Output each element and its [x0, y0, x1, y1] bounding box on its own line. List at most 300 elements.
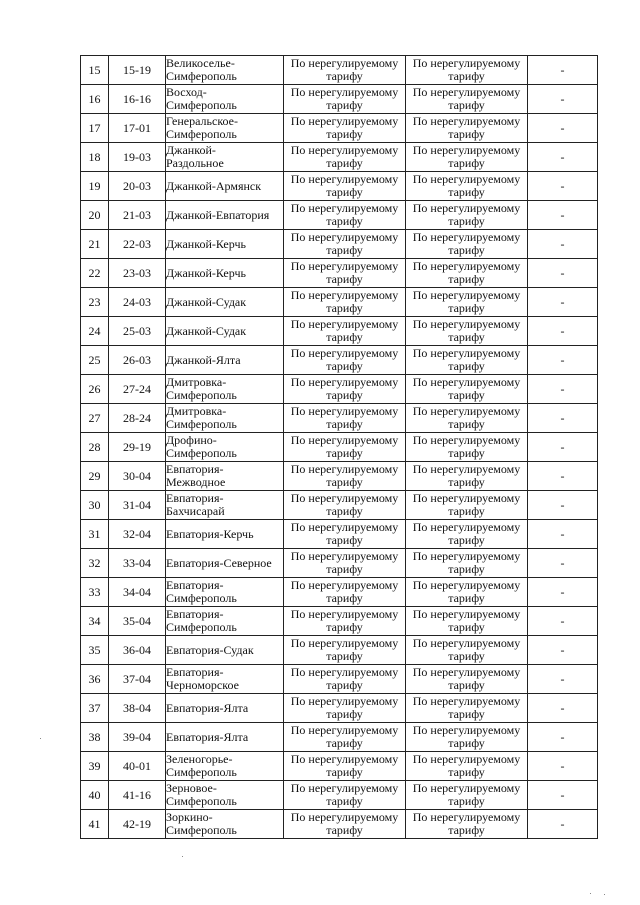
tariff-line-2: тарифу: [326, 591, 363, 605]
route-name: [166, 607, 284, 636]
scan-speck: [182, 856, 183, 857]
tariff-line-1: По нерегулируемому: [412, 114, 521, 128]
route-code: 33-04: [109, 549, 166, 578]
tariff-line-1: По нерегулируемому: [290, 694, 399, 708]
empty-mark: -: [528, 143, 598, 172]
tariff-line-2: тарифу: [448, 388, 485, 402]
tariff-cell-1: [284, 491, 406, 520]
tariff-line-2: тарифу: [448, 330, 485, 344]
row-number: 27: [81, 404, 109, 433]
tariff-line-2: тарифу: [448, 591, 485, 605]
route-name-line: Зоркино-: [166, 810, 213, 824]
tariff-line-1: По нерегулируемому: [412, 607, 521, 621]
tariff-line-2: тарифу: [326, 330, 363, 344]
tariff-line-1: По нерегулируемому: [290, 578, 399, 592]
tariff-line-2: тарифу: [326, 533, 363, 547]
tariff-cell-2: [406, 114, 528, 143]
tariff-line-2: тарифу: [448, 127, 485, 141]
tariff-cell-2: [406, 433, 528, 462]
row-number: 26: [81, 375, 109, 404]
tariff-cell-1: [284, 636, 406, 665]
tariff-line-1: По нерегулируемому: [412, 201, 521, 215]
table-row: [81, 259, 598, 288]
route-code: 30-04: [109, 462, 166, 491]
tariff-cell-1: [284, 694, 406, 723]
tariff-cell-1: [284, 114, 406, 143]
route-name-line: Джанкой-Керчь: [166, 236, 246, 251]
tariff-line-1: По нерегулируемому: [290, 781, 399, 795]
tariff-line-1: По нерегулируемому: [412, 375, 521, 389]
tariff-line-2: тарифу: [326, 69, 363, 83]
tariff-line-1: По нерегулируемому: [290, 404, 399, 418]
route-name-line: Евпатория-Судак: [166, 642, 254, 657]
row-number: 17: [81, 114, 109, 143]
route-name: [166, 404, 284, 433]
tariff-line-2: тарифу: [448, 69, 485, 83]
route-name: [166, 752, 284, 781]
table-row: [81, 375, 598, 404]
tariff-cell-2: [406, 201, 528, 230]
tariff-line-1: По нерегулируемому: [412, 230, 521, 244]
scan-speck: [590, 893, 591, 894]
row-number: 29: [81, 462, 109, 491]
route-name-line: Симферополь: [166, 69, 237, 83]
route-code: 29-19: [109, 433, 166, 462]
tariff-line-1: По нерегулируемому: [412, 810, 521, 824]
tariff-line-2: тарифу: [326, 243, 363, 257]
row-number: 41: [81, 810, 109, 839]
empty-mark: -: [528, 288, 598, 317]
route-name-line: Евпатория-Ялта: [166, 700, 249, 715]
tariff-cell-2: [406, 375, 528, 404]
empty-mark: -: [528, 317, 598, 346]
route-code: 38-04: [109, 694, 166, 723]
row-number: 19: [81, 172, 109, 201]
tariff-line-2: тарифу: [448, 707, 485, 721]
tariff-line-1: По нерегулируемому: [412, 694, 521, 708]
tariff-cell-1: [284, 781, 406, 810]
tariff-cell-1: [284, 404, 406, 433]
route-name-line: Симферополь: [166, 388, 237, 402]
tariff-cell-1: [284, 433, 406, 462]
tariff-line-2: тарифу: [326, 620, 363, 634]
empty-mark: -: [528, 346, 598, 375]
route-name-line: Симферополь: [166, 127, 237, 141]
route-name-line: Джанкой-Судак: [166, 323, 247, 338]
route-name: [166, 317, 284, 346]
tariff-line-1: По нерегулируемому: [412, 317, 521, 331]
row-number: 36: [81, 665, 109, 694]
tariff-line-1: По нерегулируемому: [290, 201, 399, 215]
tariff-line-1: По нерегулируемому: [412, 404, 521, 418]
tariff-cell-1: [284, 85, 406, 114]
tariff-line-2: тарифу: [448, 359, 485, 373]
tariff-line-2: тарифу: [326, 562, 363, 576]
tariff-line-2: тарифу: [326, 678, 363, 692]
route-name-line: Межводное: [166, 475, 226, 489]
tariff-cell-1: [284, 810, 406, 839]
row-number: 39: [81, 752, 109, 781]
tariff-line-1: По нерегулируемому: [412, 346, 521, 360]
table-row: [81, 752, 598, 781]
tariff-cell-2: [406, 230, 528, 259]
tariff-line-2: тарифу: [326, 446, 363, 460]
route-name-line: Джанкой-Евпатория: [166, 207, 270, 222]
tariff-line-1: По нерегулируемому: [290, 85, 399, 99]
route-name-line: Симферополь: [166, 98, 237, 112]
row-number: 32: [81, 549, 109, 578]
tariff-cell-1: [284, 288, 406, 317]
route-name: [166, 288, 284, 317]
route-name: [166, 346, 284, 375]
tariff-line-1: По нерегулируемому: [290, 259, 399, 273]
tariff-line-2: тарифу: [326, 156, 363, 170]
route-name-line: Симферополь: [166, 794, 237, 808]
tariff-line-2: тарифу: [448, 823, 485, 837]
table-row: [81, 201, 598, 230]
tariff-cell-2: [406, 317, 528, 346]
table-row: [81, 578, 598, 607]
tariff-line-2: тарифу: [326, 214, 363, 228]
row-number: 15: [81, 56, 109, 85]
tariff-cell-2: [406, 172, 528, 201]
tariff-line-1: По нерегулируемому: [290, 810, 399, 824]
tariff-line-1: По нерегулируемому: [412, 781, 521, 795]
empty-mark: -: [528, 636, 598, 665]
tariff-line-1: По нерегулируемому: [290, 752, 399, 766]
tariff-line-2: тарифу: [448, 446, 485, 460]
table-row: [81, 665, 598, 694]
route-name: [166, 56, 284, 85]
table-row: [81, 172, 598, 201]
tariff-line-1: По нерегулируемому: [290, 723, 399, 737]
tariff-cell-1: [284, 172, 406, 201]
table-row: [81, 520, 598, 549]
tariff-cell-2: [406, 723, 528, 752]
route-name-line: Евпатория-: [166, 462, 224, 476]
route-name: [166, 114, 284, 143]
route-name: [166, 723, 284, 752]
row-number: 38: [81, 723, 109, 752]
tariff-line-2: тарифу: [448, 475, 485, 489]
tariff-line-2: тарифу: [326, 823, 363, 837]
row-number: 18: [81, 143, 109, 172]
route-name: [166, 259, 284, 288]
table-row: [81, 781, 598, 810]
tariff-line-1: По нерегулируемому: [290, 462, 399, 476]
tariff-line-2: тарифу: [448, 736, 485, 750]
tariff-line-1: По нерегулируемому: [412, 259, 521, 273]
tariff-line-2: тарифу: [326, 475, 363, 489]
tariff-line-1: По нерегулируемому: [290, 549, 399, 563]
tariff-cell-2: [406, 607, 528, 636]
tariff-line-2: тарифу: [326, 765, 363, 779]
tariff-line-1: По нерегулируемому: [290, 143, 399, 157]
row-number: 28: [81, 433, 109, 462]
route-name-line: Симферополь: [166, 417, 237, 431]
route-code: 17-01: [109, 114, 166, 143]
route-name-line: Джанкой-Армянск: [166, 178, 262, 193]
tariff-line-1: По нерегулируемому: [412, 578, 521, 592]
table-row: [81, 143, 598, 172]
tariff-cell-2: [406, 520, 528, 549]
empty-mark: -: [528, 810, 598, 839]
tariff-cell-1: [284, 259, 406, 288]
empty-mark: -: [528, 752, 598, 781]
tariff-line-2: тарифу: [326, 736, 363, 750]
tariff-cell-2: [406, 491, 528, 520]
tariff-line-1: По нерегулируемому: [412, 665, 521, 679]
table-row: [81, 433, 598, 462]
row-number: 37: [81, 694, 109, 723]
tariff-cell-1: [284, 230, 406, 259]
tariff-line-1: По нерегулируемому: [412, 549, 521, 563]
table-row: [81, 56, 598, 85]
route-code: 40-01: [109, 752, 166, 781]
empty-mark: -: [528, 56, 598, 85]
row-number: 30: [81, 491, 109, 520]
tariff-line-1: По нерегулируемому: [412, 288, 521, 302]
tariff-line-1: По нерегулируемому: [290, 56, 399, 70]
empty-mark: -: [528, 259, 598, 288]
route-code: 42-19: [109, 810, 166, 839]
tariff-line-2: тарифу: [326, 794, 363, 808]
tariff-line-2: тарифу: [448, 533, 485, 547]
empty-mark: -: [528, 375, 598, 404]
table-row: [81, 85, 598, 114]
empty-mark: -: [528, 201, 598, 230]
tariff-cell-2: [406, 462, 528, 491]
route-name-line: Генеральское-: [166, 114, 239, 128]
scan-speck: [40, 738, 41, 739]
tariff-line-2: тарифу: [326, 388, 363, 402]
route-name-line: Черноморское: [166, 678, 239, 692]
table-row: [81, 288, 598, 317]
tariff-cell-2: [406, 665, 528, 694]
route-code: 35-04: [109, 607, 166, 636]
route-name: [166, 520, 284, 549]
route-code: 24-03: [109, 288, 166, 317]
scan-speck: [604, 894, 605, 895]
route-name-line: Симферополь: [166, 765, 237, 779]
tariff-cell-2: [406, 694, 528, 723]
tariff-cell-1: [284, 317, 406, 346]
tariff-line-1: По нерегулируемому: [412, 433, 521, 447]
route-name: [166, 694, 284, 723]
tariff-line-2: тарифу: [448, 156, 485, 170]
route-code: 31-04: [109, 491, 166, 520]
table-row: [81, 549, 598, 578]
route-name-line: Раздольное: [166, 156, 224, 170]
route-name-line: Дрофино-: [166, 433, 217, 447]
tariff-line-2: тарифу: [326, 359, 363, 373]
route-code: 34-04: [109, 578, 166, 607]
tariff-line-2: тарифу: [448, 243, 485, 257]
route-name-line: Бахчисарай: [166, 504, 225, 518]
route-name-line: Евпатория-: [166, 578, 224, 592]
row-number: 34: [81, 607, 109, 636]
table-row: [81, 230, 598, 259]
route-code: 36-04: [109, 636, 166, 665]
tariff-line-2: тарифу: [448, 562, 485, 576]
tariff-line-1: По нерегулируемому: [290, 491, 399, 505]
route-name-line: Зеленогорье-: [166, 752, 233, 766]
table-row: [81, 462, 598, 491]
table-row: [81, 346, 598, 375]
route-name-line: Евпатория-Ялта: [166, 729, 249, 744]
route-code: 27-24: [109, 375, 166, 404]
empty-mark: -: [528, 723, 598, 752]
tariff-cell-2: [406, 636, 528, 665]
tariff-line-1: По нерегулируемому: [290, 665, 399, 679]
row-number: 33: [81, 578, 109, 607]
empty-mark: -: [528, 520, 598, 549]
route-name-line: Симферополь: [166, 823, 237, 837]
tariff-line-1: По нерегулируемому: [412, 56, 521, 70]
tariff-line-1: По нерегулируемому: [412, 520, 521, 534]
tariff-line-1: По нерегулируемому: [290, 114, 399, 128]
empty-mark: -: [528, 491, 598, 520]
tariff-line-1: По нерегулируемому: [290, 375, 399, 389]
table-row: [81, 694, 598, 723]
tariff-line-1: По нерегулируемому: [290, 288, 399, 302]
empty-mark: -: [528, 172, 598, 201]
tariff-line-2: тарифу: [448, 765, 485, 779]
table-row: [81, 723, 598, 752]
row-number: 20: [81, 201, 109, 230]
route-code: 22-03: [109, 230, 166, 259]
empty-mark: -: [528, 462, 598, 491]
tariff-cell-1: [284, 520, 406, 549]
tariff-line-1: По нерегулируемому: [412, 143, 521, 157]
empty-mark: -: [528, 607, 598, 636]
tariff-line-1: По нерегулируемому: [290, 346, 399, 360]
route-name: [166, 433, 284, 462]
tariff-line-2: тарифу: [326, 649, 363, 663]
tariff-cell-1: [284, 201, 406, 230]
route-code: 25-03: [109, 317, 166, 346]
table-row: [81, 636, 598, 665]
tariff-line-2: тарифу: [448, 272, 485, 286]
tariff-line-2: тарифу: [448, 185, 485, 199]
route-name-line: Джанкой-Керчь: [166, 265, 246, 280]
route-name-line: Евпатория-: [166, 607, 224, 621]
tariff-cell-1: [284, 56, 406, 85]
tariff-line-1: По нерегулируемому: [290, 636, 399, 650]
tariff-cell-2: [406, 404, 528, 433]
route-code: 20-03: [109, 172, 166, 201]
empty-mark: -: [528, 694, 598, 723]
tariff-line-1: По нерегулируемому: [412, 85, 521, 99]
route-code: 28-24: [109, 404, 166, 433]
empty-mark: -: [528, 781, 598, 810]
row-number: 22: [81, 259, 109, 288]
route-name-line: Евпатория-: [166, 491, 224, 505]
row-number: 40: [81, 781, 109, 810]
tariff-line-2: тарифу: [448, 301, 485, 315]
table-row: [81, 404, 598, 433]
tariff-line-2: тарифу: [448, 98, 485, 112]
empty-mark: -: [528, 85, 598, 114]
tariff-cell-1: [284, 607, 406, 636]
route-code: 21-03: [109, 201, 166, 230]
row-number: 35: [81, 636, 109, 665]
route-name-line: Джанкой-Судак: [166, 294, 247, 309]
row-number: 31: [81, 520, 109, 549]
route-name-line: Джанкой-: [166, 143, 216, 157]
tariff-line-1: По нерегулируемому: [290, 433, 399, 447]
tariff-cell-2: [406, 346, 528, 375]
tariff-line-1: По нерегулируемому: [412, 172, 521, 186]
route-name: [166, 549, 284, 578]
route-code: 16-16: [109, 85, 166, 114]
route-code: 15-19: [109, 56, 166, 85]
tariff-cell-2: [406, 781, 528, 810]
tariff-line-1: По нерегулируемому: [412, 752, 521, 766]
route-code: 19-03: [109, 143, 166, 172]
route-code: 23-03: [109, 259, 166, 288]
route-code: 41-16: [109, 781, 166, 810]
routes-table: [80, 55, 598, 839]
tariff-line-1: По нерегулируемому: [412, 462, 521, 476]
tariff-cell-2: [406, 85, 528, 114]
row-number: 24: [81, 317, 109, 346]
tariff-line-1: По нерегулируемому: [412, 491, 521, 505]
empty-mark: -: [528, 665, 598, 694]
row-number: 16: [81, 85, 109, 114]
route-name-line: Евпатория-: [166, 665, 224, 679]
tariff-cell-2: [406, 56, 528, 85]
tariff-line-2: тарифу: [326, 504, 363, 518]
tariff-line-2: тарифу: [326, 127, 363, 141]
route-name-line: Евпатория-Северное: [166, 555, 272, 570]
tariff-line-1: По нерегулируемому: [412, 636, 521, 650]
table-row: [81, 491, 598, 520]
route-name: [166, 172, 284, 201]
tariff-cell-1: [284, 752, 406, 781]
row-number: 23: [81, 288, 109, 317]
route-name: [166, 230, 284, 259]
tariff-cell-2: [406, 259, 528, 288]
tariff-cell-1: [284, 723, 406, 752]
route-code: 32-04: [109, 520, 166, 549]
row-number: 21: [81, 230, 109, 259]
row-number: 25: [81, 346, 109, 375]
route-name-line: Дмитровка-: [166, 404, 227, 418]
tariff-line-1: По нерегулируемому: [290, 607, 399, 621]
table-row: [81, 607, 598, 636]
route-name-line: Симферополь: [166, 446, 237, 460]
tariff-line-1: По нерегулируемому: [290, 230, 399, 244]
route-name-line: Евпатория-Керчь: [166, 526, 254, 541]
route-name: [166, 491, 284, 520]
tariff-line-2: тарифу: [326, 301, 363, 315]
route-name-line: Дмитровка-: [166, 375, 227, 389]
route-name-line: Зерновое-: [166, 781, 217, 795]
table-row: [81, 114, 598, 143]
route-name-line: Восход-: [166, 85, 207, 99]
empty-mark: -: [528, 549, 598, 578]
tariff-line-2: тарифу: [326, 98, 363, 112]
tariff-cell-2: [406, 288, 528, 317]
route-name: [166, 201, 284, 230]
route-name-line: Великоселье-: [166, 56, 235, 70]
tariff-cell-1: [284, 462, 406, 491]
tariff-cell-1: [284, 578, 406, 607]
tariff-line-2: тарифу: [448, 214, 485, 228]
table-row: [81, 810, 598, 839]
tariff-line-2: тарифу: [448, 794, 485, 808]
